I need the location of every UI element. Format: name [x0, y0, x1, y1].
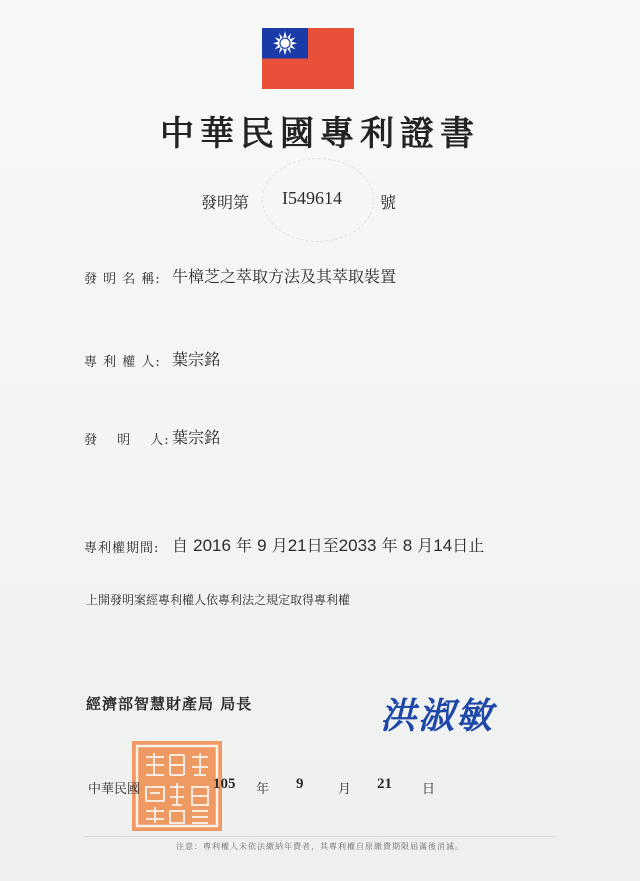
term-label: 專利權期間: — [84, 541, 160, 556]
issue-year-unit: 年 — [256, 782, 270, 797]
issue-year: 105 — [213, 776, 236, 792]
issue-month: 9 — [296, 776, 304, 792]
director-signature: 洪淑敏 — [380, 695, 495, 737]
term-from: 自 — [172, 536, 189, 555]
flag-icon — [262, 28, 354, 89]
grant-statement: 上開發明案經專利權人依專利法之規定取得專利權 — [86, 593, 351, 607]
issue-era: 中華民國 — [88, 782, 141, 797]
term-end-month: 8 — [402, 536, 413, 555]
issue-day-unit: 日 — [422, 782, 436, 797]
certificate-title: 中華民國專利證書 — [160, 114, 480, 154]
issuing-office: 經濟部智慧財產局 局長 — [86, 695, 253, 713]
patent-term — [172, 533, 484, 556]
term-day-unit-2: 日 — [452, 536, 469, 555]
term-month-unit-2: 月 — [417, 536, 434, 555]
patentee-label: 專 利 權 人: — [84, 355, 161, 370]
footer-divider — [84, 836, 556, 837]
term-end-year: 2033 — [338, 536, 377, 555]
invention-name-label: 發 明 名 稱: — [84, 272, 161, 287]
term-start-month: 9 — [257, 536, 267, 555]
term-end-day: 14 — [433, 536, 453, 555]
term-start-year: 2016 — [193, 536, 231, 555]
patent-number: I549614 — [282, 188, 342, 208]
footnote: 注意：專利權人未依法繳納年費者，其專利權自原繳費期限屆滿後消滅。 — [176, 842, 464, 851]
inventor: 葉宗銘 — [172, 428, 221, 447]
term-year-unit: 年 — [236, 536, 253, 555]
invention-name: 牛樟芝之萃取方法及其萃取裝置 — [172, 267, 397, 286]
official-seal-icon — [132, 741, 222, 831]
patent-number-prefix: 發明第 — [201, 193, 250, 212]
term-end: 止 — [468, 536, 485, 555]
term-to: 至 — [322, 536, 339, 555]
term-month-unit: 月 — [271, 536, 288, 555]
patent-number-suffix: 號 — [380, 193, 397, 212]
inventor-label: 發 明 人: — [84, 433, 170, 448]
issue-month-unit: 月 — [338, 782, 352, 797]
term-start-day: 21 — [287, 536, 307, 555]
term-year-unit-2: 年 — [381, 536, 398, 555]
issue-day: 21 — [377, 776, 392, 792]
term-day-unit: 日 — [306, 536, 323, 555]
patentee: 葉宗銘 — [172, 350, 221, 369]
